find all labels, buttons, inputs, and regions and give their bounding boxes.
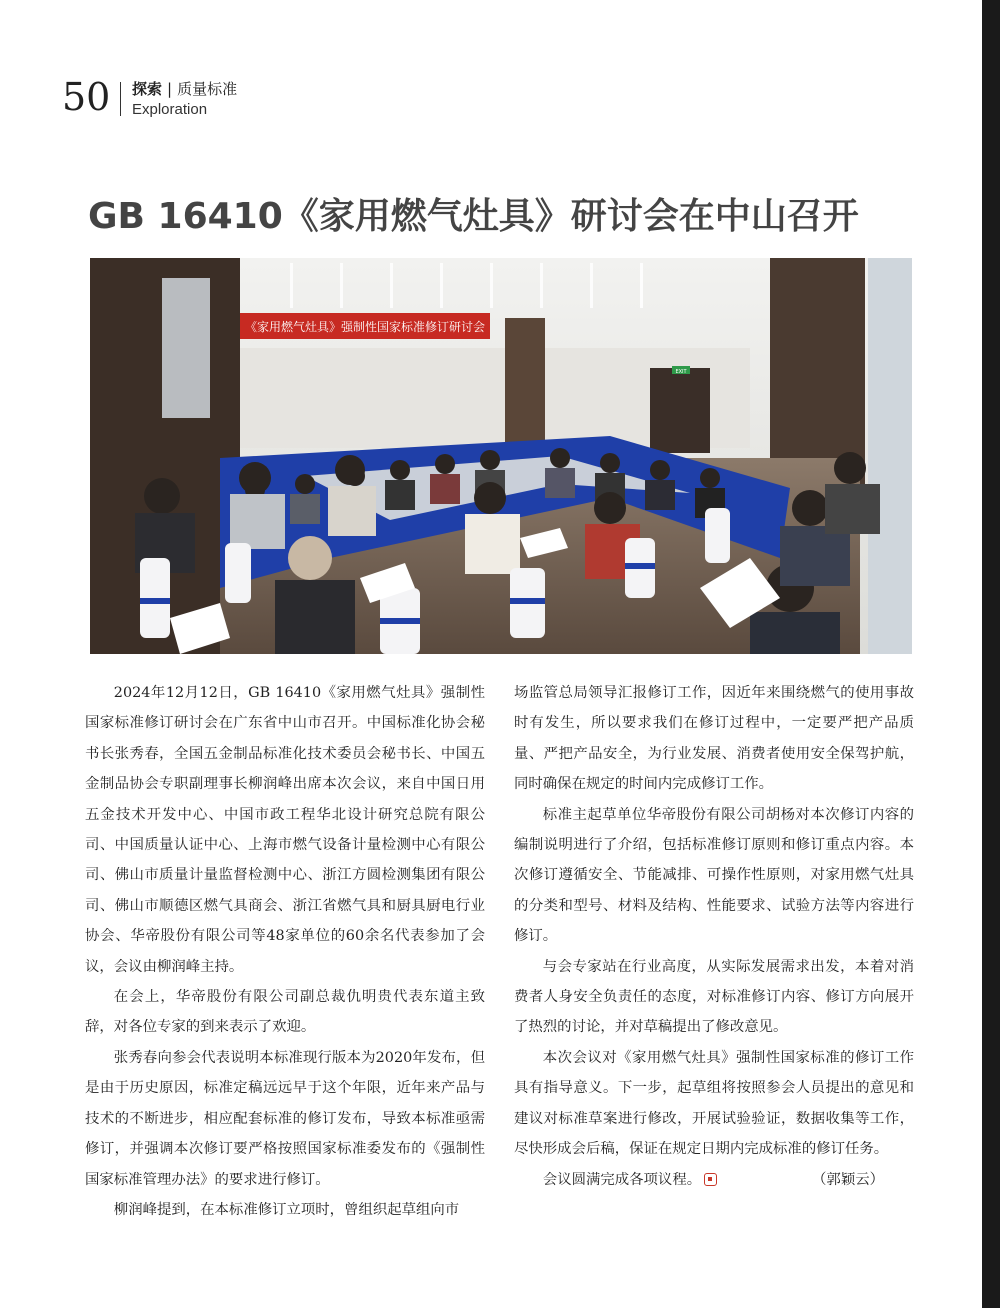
section-label bbox=[132, 78, 237, 99]
paragraph-5: 标准主起草单位华帝股份有限公司胡杨对本次修订内容的编制说明进行了介绍，包括标准修订原则和修订重点内容。本次修订遵循安全、节能减排、可操作性原则，对家用燃气灶具的分类和型号、材料及结构、性能要求、试验方法等内容进行修订。 bbox=[514, 806, 914, 945]
section-separator: | bbox=[167, 80, 173, 98]
paragraph-4: 柳润峰提到，在本标准修订立项时，曾组织起草组向市 bbox=[113, 1201, 460, 1218]
article-title: GB 16410《家用燃气灶具》研讨会在中山召开 bbox=[88, 196, 859, 238]
center-pillar bbox=[505, 318, 545, 458]
end-mark-icon bbox=[704, 1173, 717, 1186]
paragraph-7: 本次会议对《家用燃气灶具》强制性国家标准的修订工作具有指导意义。下一步，起草组将按照参会人员提出的意见和建议对标准草案进行修改，开展试验验证，数据收集等工作，尽快形成会后稿，保证在规定日期内完成标准的修订任务。 bbox=[514, 1049, 914, 1158]
article-column-right bbox=[514, 678, 914, 1195]
paragraph-4-continued: 场监管总局领导汇报修订工作，因近年来围绕燃气的使用事故时有发生，所以要求我们在修订过程中，一定要严把产品质量、严把产品安全，为行业发展、消费者使用安全保驾护航，同时确保在规定的时间内完成修订工作。 bbox=[514, 685, 914, 793]
right-window bbox=[868, 258, 912, 654]
section-primary: 探索 bbox=[132, 80, 163, 98]
meeting-photo bbox=[90, 258, 912, 654]
left-window bbox=[162, 278, 210, 418]
header-divider bbox=[120, 82, 121, 116]
author-credit: （郭颖云） bbox=[812, 1171, 884, 1188]
paragraph-2: 在会上，华帝股份有限公司副总裁仇明贵代表东道主致辞，对各位专家的到来表示了欢迎。 bbox=[85, 989, 485, 1036]
section-english: Exploration bbox=[132, 101, 208, 118]
closing-line bbox=[514, 1165, 914, 1195]
page-edge-bar bbox=[982, 0, 1000, 1308]
paragraph-1: 2024年12月12日，GB 16410《家用燃气灶具》强制性国家标准修订研讨会在广东省中山市召开。中国标准化协会秘书长张秀春，全国五金制品标准化技术委员会秘书长、中国五金制品协会专职副理事长柳润峰出席本次会议，来自中国日用五金技术开发中心、中国市政工程华北设计研究总院有限公司、中国质量认证中心、上海市燃气设备计量检测中心有限公司、佛山市质量计量监督检测中心、浙江方圆检测集团有限公司、佛山市顺德区燃气具商会、浙江省燃气具和厨具厨电行业协会、华帝股份有限公司等48家单位的60余名代表参加了会议，会议由柳润峰主持。 bbox=[85, 685, 485, 975]
banner-text: 《家用燃气灶具》强制性国家标准修订研讨会 bbox=[244, 320, 486, 334]
exit-sign-text: EXIT bbox=[675, 369, 687, 375]
section-secondary: 质量标准 bbox=[177, 80, 238, 98]
door bbox=[650, 368, 710, 453]
paragraph-6: 与会专家站在行业高度，从实际发展需求出发，本着对消费者人身安全负责任的态度，对标准修订内容、修订方向展开了热烈的讨论，并对草稿提出了修改意见。 bbox=[514, 958, 914, 1036]
paragraph-3: 张秀春向参会代表说明本标准现行版本为2020年发布，但是由于历史原因，标准定稿远远早于这个年限，近年来产品与技术的不断进步，相应配套标准的修订发布，导致本标准亟需修订，并强调本次修订要严格按照国家标准委发布的《强制性国家标准管理办法》的要求进行修订。 bbox=[85, 1049, 485, 1188]
closing-text: 会议圆满完成各项议程。 bbox=[542, 1171, 702, 1188]
page-number: 50 bbox=[62, 75, 111, 119]
closing-text-group bbox=[543, 1165, 717, 1195]
article-column-left bbox=[85, 678, 485, 1225]
